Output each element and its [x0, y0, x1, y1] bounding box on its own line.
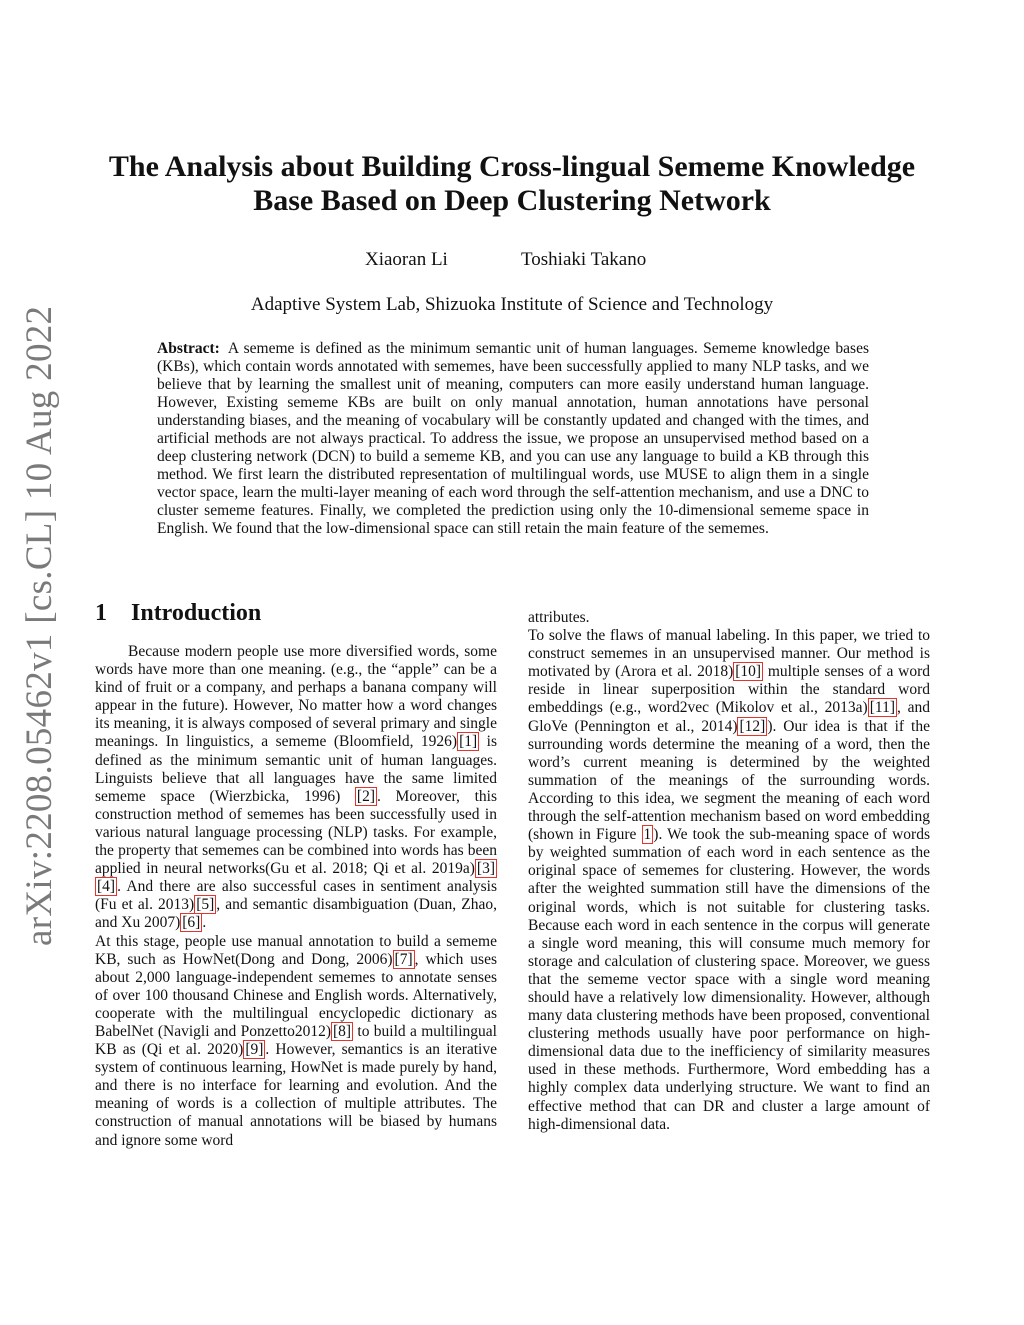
author-name: Xiaoran Li [365, 249, 448, 270]
citation-link[interactable]: [2] [356, 787, 375, 805]
abstract [157, 340, 869, 538]
paragraph: Because modern people use more diversified words, some words have more than one meaning. (e.g., the “apple” can be a kind of fruit or a company, and perhaps a banana company will appear in the future). However, No matter how a word changes its meaning, it is always composed of several primary and single meanings. In linguistics, a sememe (Bloomfield, 1926) [1] is defined as the minimum semantic unit of human languages. Linguists believe that all languages have the same limited sememe space (Wierzbicka, 1996) [2] . Moreover, this construction method of sememes has been successfully used in various natural language processing (NLP) tasks. For example, the property that sememes can be combined into words has been applied in neural networks(Gu et al. 2018; Qi et al. 2019a) [3][4] . And there are also successful cases in sentiment analysis (Fu et al. 2013) [5] , and semantic disambiguation (Duan, Zhao, and Xu 2007) [6] . [95, 643, 497, 932]
citation-link[interactable]: [11] [869, 699, 895, 717]
citation-link[interactable]: [6] [182, 914, 201, 932]
citation-link[interactable]: [9] [245, 1041, 264, 1059]
abstract-text: A sememe is defined as the minimum semantic unit of human languages. Sememe knowledge bases (KBs), which contain words annotated with sememes, have been successfully applied to many NLP tasks, and we believe that by learning the smallest unit of meaning, computers can more easily understand human language. However, Existing sememe KBs are built on only manual annotation, human annotations have personal understanding biases, and the meaning of vocabulary will be constantly updated and changed with the times, and artificial methods are not always practical. To address the issue, we propose an unsupervised method based on a deep clustering network (DCN) to build a sememe KB, and you can use any language to build a KB through this method. We first learn the distributed representation of multilingual words, use MUSE to align them in a single vector space, learn the multi-layer meaning of each word through the self-attention mechanism, and use a DNC to cluster sememe features. Finally, we completed the prediction using only the 10-dimensional sememe space in English. We found that the low-dimensional space can still retain the main feature of the sememes. [157, 340, 869, 537]
citation-link[interactable]: [3] [476, 860, 495, 878]
figure-link[interactable]: 1 [643, 826, 652, 844]
citation-link[interactable]: [4] [97, 878, 116, 896]
section-title: Introduction [131, 600, 262, 626]
section-number: 1 [95, 600, 107, 626]
paragraph: attributes. [528, 609, 590, 626]
citation-link[interactable]: [7] [394, 950, 413, 968]
citation-link[interactable]: [1] [459, 733, 478, 751]
citation-link[interactable]: [5] [196, 896, 215, 914]
paragraph: To solve the flaws of manual labeling. In this paper, we tried to construct sememes in an unsupervised manner. Our method is motivated by (Arora et al. 2018) [10] multiple senses of a word reside in linear superposition within the standard word embeddings (e.g., word2vec (Mikolov et al., 2013a) [11] , and GloVe (Pennington et al., 2014) [12] ). Our idea is that if the surrounding words determine the meaning of a word, then the word’s current meaning is determined by the weighted summation of the meanings of the surrounding words. According to this idea, we segment the meaning of each word through the self-attention mechanism based on word embedding (shown in Figure 1 ). We took the sub-meaning space of words by weighted summation of each word in each sentence as the original space of sememes for clustering. However, the words after the weighted summation still have the dimensions of the original words, which is not suitable for clustering tasks. Because each word in each sentence in the corpus will generate a single word meaning, this will consume much memory for storage and calculation of clustering space. Moreover, we guess that the sememe vector space with a single word meaning should have a relatively low dimensionality. However, although many data clustering methods have been proposed, conventional clustering methods usually have poor performance on high-dimensional data due to the inefficiency of similarity measures used in these methods. Furthermore, Word embedding has a highly complex data underlying structure. We want to find an effective method that can DR and cluster a large amount of high-dimensional data. [528, 627, 931, 1133]
citation-link[interactable]: [12] [739, 717, 766, 735]
citation-link[interactable]: [10] [735, 663, 762, 681]
paragraph: At this stage, people use manual annotation to build a sememe KB, such as HowNet(Dong and Dong, 2006) [7] , which uses about 2,000 language-independent sememes to annotate senses of over 100 thousand Chinese and English words. Alternatively, cooperate with the multilingual encyclopedic dictionary as BabelNet (Navigli and Ponzetto2012) [8] to build a multilingual KB as (Qi et al. 2020) [9] . However, semantics is an iterative system of continuous learning, HowNet is made purely by hand, and there is no interface for learning and evolution. And the meaning of words is a collection of multiple attributes. The construction of manual annotations will be biased by humans and ignore some word [95, 932, 497, 1149]
affiliation: Adaptive System Lab, Shizuoka Institute of Science and Technology [250, 294, 774, 315]
author-name: Toshiaki Takano [521, 249, 647, 270]
paper-title: The Analysis about Building Cross-lingual Sememe Knowledge Base Based on Deep Clustering Network [108, 150, 916, 217]
arxiv-identifier-stamp: arXiv:2208.05462v1 [cs.CL] 10 Aug 2022 [19, 305, 60, 946]
left-column [95, 643, 497, 1150]
citation-link[interactable]: [8] [332, 1022, 352, 1040]
author-list [0, 249, 1024, 273]
abstract-label: Abstract: [157, 340, 220, 357]
section-heading [95, 600, 261, 627]
right-column [528, 609, 930, 1134]
